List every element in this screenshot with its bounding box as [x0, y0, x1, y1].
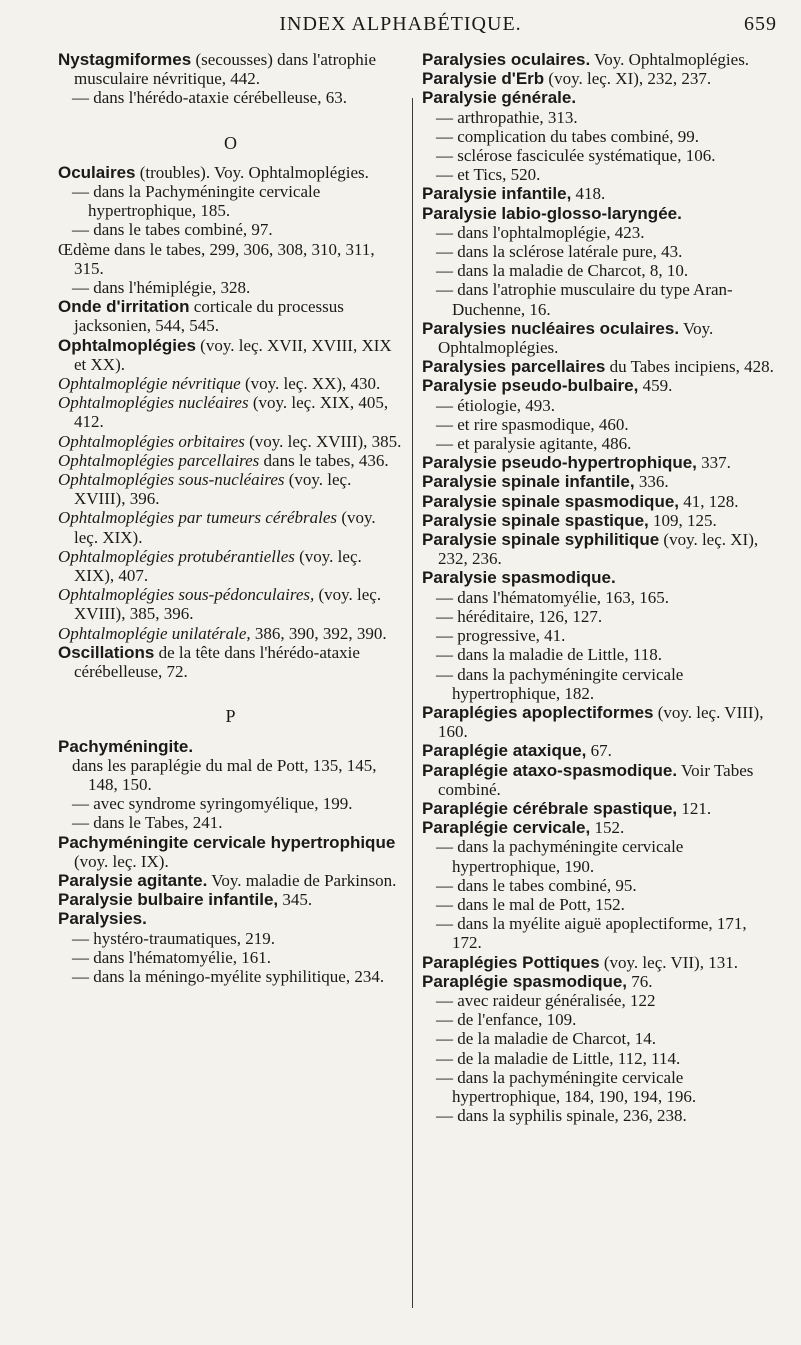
entry-text: Voy. maladie de Parkinson.: [207, 870, 397, 890]
entry-head: Paraplégies apoplectiformes: [422, 702, 654, 722]
index-entry: [58, 393, 403, 431]
entry-text: (voy. leç. XX), 430.: [240, 374, 381, 394]
index-subentry: dans les paraplégie du mal de Pott, 135, 145, 148, 150.: [72, 755, 377, 794]
entry-head: Paralysie infantile,: [422, 184, 572, 204]
index-entry: [58, 432, 403, 451]
index-subentry: — sclérose fasciculée systématique, 106.: [436, 146, 716, 166]
index-entry: [422, 568, 777, 587]
entry-italic: Ophtalmoplégies par tumeurs cérébrales: [58, 508, 338, 528]
entry-text: (secousses) dans l'atrophie musculaire névritique, 442.: [74, 50, 377, 89]
index-entry: [58, 624, 403, 643]
index-subentry: — dans la pachyméningite cervicale hypertrophique, 182.: [436, 664, 684, 703]
entry-text: dans le tabes, 436.: [259, 450, 389, 470]
entry-text: corticale du processus jacksonien, 544, 545.: [74, 297, 344, 336]
index-entry: [422, 761, 777, 799]
index-subentry: — héréditaire, 126, 127.: [436, 606, 603, 626]
page-number: 659: [744, 13, 777, 35]
index-subentry: — dans l'atrophie musculaire du type Aran-Duchenne, 16.: [436, 280, 733, 319]
index-entry: [58, 508, 403, 546]
entry-text: 418.: [571, 184, 606, 204]
entry-head: Paralysie spinale spastique,: [422, 510, 649, 530]
index-entry: [422, 319, 777, 357]
index-subentry: — et rire spasmodique, 460.: [436, 414, 629, 434]
index-subentry: — dans l'hémiplégie, 328.: [72, 278, 251, 298]
section-letter-o: O: [224, 132, 237, 153]
entry-text: (voy. leç. XVIII), 396.: [74, 470, 352, 509]
index-entry: [58, 163, 403, 182]
index-entry: [422, 88, 777, 107]
entry-head: Paralysie labio-glosso-laryngée.: [422, 203, 682, 223]
index-subentry: — dans la sclérose latérale pure, 43.: [436, 242, 683, 262]
index-entry: [422, 472, 777, 491]
entry-head: Pachyméningite cervicale hypertrophique: [58, 832, 396, 852]
entry-italic: Ophtalmoplégies protubérantielles: [58, 546, 295, 566]
entry-head: Paralysie pseudo-bulbaire,: [422, 376, 639, 396]
entry-italic: Ophtalmoplégies sous-nucléaires: [58, 470, 285, 490]
index-entry: [58, 643, 403, 681]
index-subentry: — dans la méningo-myélite syphilitique, 234.: [72, 966, 385, 986]
index-subentry: — dans l'ophtalmoplégie, 423.: [436, 222, 645, 242]
column-divider: [412, 98, 413, 1308]
index-subentry: — complication du tabes combiné, 99.: [436, 126, 699, 146]
index-entry: [58, 871, 403, 890]
index-entry: [58, 833, 403, 871]
index-subentry: — dans le tabes combiné, 95.: [436, 875, 637, 895]
index-subentry: — de la maladie de Charcot, 14.: [436, 1029, 656, 1049]
entry-text: (voy. leç. XVIII), 385, 396.: [74, 585, 382, 624]
section-letter-p: P: [225, 706, 236, 727]
index-entry: [422, 703, 777, 741]
index-subentry: — dans la maladie de Charcot, 8, 10.: [436, 261, 689, 281]
index-entry: [422, 184, 777, 203]
entry-head: Nystagmiformes: [58, 50, 192, 69]
index-entry: [422, 799, 777, 818]
entry-text: de la tête dans l'hérédo-ataxie cérébelleuse, 72.: [74, 642, 360, 682]
index-subentry: — dans la pachyméningite cervicale hypertrophique, 190.: [436, 837, 684, 876]
entry-head: Oculaires: [58, 162, 136, 182]
index-subentry: — étiologie, 493.: [436, 395, 555, 415]
index-entry: Œdème dans le tabes, 299, 306, 308, 310, 311, 315.: [58, 239, 375, 278]
index-entry: [58, 451, 403, 470]
entry-head: Pachyméningite.: [58, 736, 194, 756]
entry-head: Paralysie générale.: [422, 88, 577, 108]
index-subentry: — progressive, 41.: [436, 626, 566, 646]
entry-head: Onde d'irritation: [58, 297, 190, 317]
entry-italic: Ophtalmoplégies nucléaires: [58, 393, 249, 413]
entry-text: 152.: [590, 818, 625, 838]
entry-text: (voy. leç. VIII), 160.: [438, 702, 764, 742]
entry-italic: Ophtalmoplégies orbitaires: [58, 431, 245, 451]
entry-head: Paraplégie cervicale,: [422, 818, 591, 838]
right-column: [422, 50, 777, 1125]
entry-text: (troubles). Voy. Ophtalmoplégies.: [135, 162, 369, 182]
entry-text: 336.: [634, 472, 669, 492]
entry-italic: Ophtalmoplégies parcellaires: [58, 450, 260, 470]
entry-text: 41, 128.: [679, 491, 739, 511]
entry-text: 337.: [696, 453, 731, 473]
index-subentry: — dans la pachyméningite cervicale hypertrophique, 184, 190, 194, 196.: [436, 1067, 697, 1106]
entry-head: Paralysies oculaires.: [422, 50, 591, 69]
entry-head: Paraplégie cérébrale spastique,: [422, 798, 678, 818]
entry-text: (voy. leç. XIX, 405, 412.: [74, 393, 389, 432]
index-subentry: — hystéro-traumatiques, 219.: [72, 928, 276, 948]
entry-head: Ophtalmoplégies: [58, 335, 196, 355]
entry-head: Paraplégie ataxique,: [422, 741, 587, 761]
entry-head: Paralysie spinale spasmodique,: [422, 491, 680, 511]
index-entry: [422, 204, 777, 223]
entry-text: Voy. Ophtalmoplégies.: [438, 318, 714, 358]
index-subentry: — dans le mal de Pott, 152.: [436, 894, 625, 914]
index-entry: [58, 297, 403, 335]
entry-text: 67.: [586, 741, 612, 761]
index-subentry: — et paralysie agitante, 486.: [436, 434, 632, 454]
entry-head: Paralysies nucléaires oculaires.: [422, 318, 680, 338]
index-entry: [422, 50, 777, 69]
index-subentry: — dans la syphilis spinale, 236, 238.: [436, 1106, 687, 1126]
index-subentry: — de la maladie de Little, 112, 114.: [436, 1048, 681, 1068]
entry-italic: Ophtalmoplégie unilatérale,: [58, 623, 251, 643]
index-entry: [422, 741, 777, 760]
index-entry: [422, 453, 777, 472]
entry-italic: Ophtalmoplégies sous-pédonculaires,: [58, 585, 315, 605]
index-subentry: — dans la maladie de Little, 118.: [436, 645, 662, 665]
entry-text: du Tabes incipiens, 428.: [605, 357, 774, 377]
entry-text: (voy. leç. VII), 131.: [599, 952, 738, 972]
entry-text: 76.: [627, 971, 653, 991]
index-entry: [422, 69, 777, 88]
index-entry: [422, 357, 777, 376]
entry-head: Oscillations: [58, 642, 155, 662]
entry-head: Paralysie agitante.: [58, 870, 208, 890]
entry-text: (voy. leç. XVIII), 385.: [244, 431, 402, 451]
entry-text: 386, 390, 392, 390.: [250, 623, 387, 643]
entry-text: Voir Tabes combiné.: [438, 760, 754, 799]
index-entry: [58, 470, 403, 508]
index-entry: [422, 376, 777, 395]
index-subentry: — et Tics, 520.: [436, 165, 541, 185]
index-subentry: — avec syndrome syringomyélique, 199.: [72, 794, 353, 814]
left-column: [58, 50, 403, 986]
entry-head: Paralysie spasmodique.: [422, 568, 616, 588]
entry-text: (voy. leç. XIX), 407.: [74, 546, 362, 586]
index-entry: [58, 547, 403, 585]
entry-head: Paralysie spinale infantile,: [422, 472, 635, 492]
index-subentry: — dans l'hérédo-ataxie cérébelleuse, 63.: [72, 88, 347, 108]
index-subentry: — dans la Pachyméningite cervicale hypertrophique, 185.: [72, 182, 321, 221]
entry-head: Paraplégies Pottiques: [422, 952, 600, 972]
index-entry: [58, 50, 403, 88]
index-entry: [422, 953, 777, 972]
entry-italic: Ophtalmoplégie névritique: [58, 374, 241, 394]
index-entry: [58, 909, 403, 928]
running-head: [0, 13, 801, 37]
index-subentry: — dans l'hématomyélie, 163, 165.: [436, 587, 669, 607]
entry-text: 109, 125.: [648, 510, 717, 530]
entry-text: 459.: [638, 376, 673, 396]
entry-text: (voy. leç. IX).: [74, 851, 169, 871]
index-entry: [422, 492, 777, 511]
index-subentry: — de l'enfance, 109.: [436, 1010, 577, 1030]
index-subentry: — arthropathie, 313.: [436, 107, 578, 127]
entry-text: (voy. leç. XI), 232, 237.: [544, 69, 712, 89]
entry-head: Paralysies parcellaires: [422, 357, 606, 377]
index-entry: [58, 585, 403, 623]
entry-head: Paralysies.: [58, 909, 147, 929]
index-entry: [58, 374, 403, 393]
index-entry: [58, 737, 403, 756]
entry-text: (voy. leç. XIX).: [74, 508, 376, 547]
index-entry: [422, 972, 777, 991]
index-subentry: — dans le tabes combiné, 97.: [72, 220, 273, 240]
entry-text: (voy. leç. XVII, XVIII, XIX et XX).: [74, 335, 392, 374]
index-entry: [58, 890, 403, 909]
index-subentry: — dans le Tabes, 241.: [72, 813, 223, 833]
entry-text: Voy. Ophtalmoplégies.: [590, 50, 750, 69]
index-entry: [422, 818, 777, 837]
entry-head: Paraplégie ataxo-spasmodique.: [422, 760, 678, 780]
entry-head: Paraplégie spasmodique,: [422, 971, 628, 991]
entry-head: Paralysie bulbaire infantile,: [58, 890, 279, 910]
index-subentry: — dans la myélite aiguë apoplectiforme, 171, 172.: [436, 914, 747, 953]
index-entry: [422, 530, 777, 568]
entry-text: (voy. leç. XI), 232, 236.: [438, 530, 759, 569]
entry-text: 345.: [278, 890, 313, 910]
index-entry: [422, 511, 777, 530]
entry-head: Paralysie spinale syphilitique: [422, 530, 660, 550]
entry-head: Paralysie d'Erb: [422, 69, 545, 89]
entry-text: 121.: [677, 798, 712, 818]
index-subentry: — dans l'hématomyélie, 161.: [72, 947, 271, 967]
index-entry: [58, 336, 403, 374]
index-subentry: — avec raideur généralisée, 122: [436, 990, 656, 1010]
entry-head: Paralysie pseudo-hypertrophique,: [422, 453, 697, 473]
page-header-title: INDEX ALPHABÉTIQUE.: [279, 13, 522, 35]
